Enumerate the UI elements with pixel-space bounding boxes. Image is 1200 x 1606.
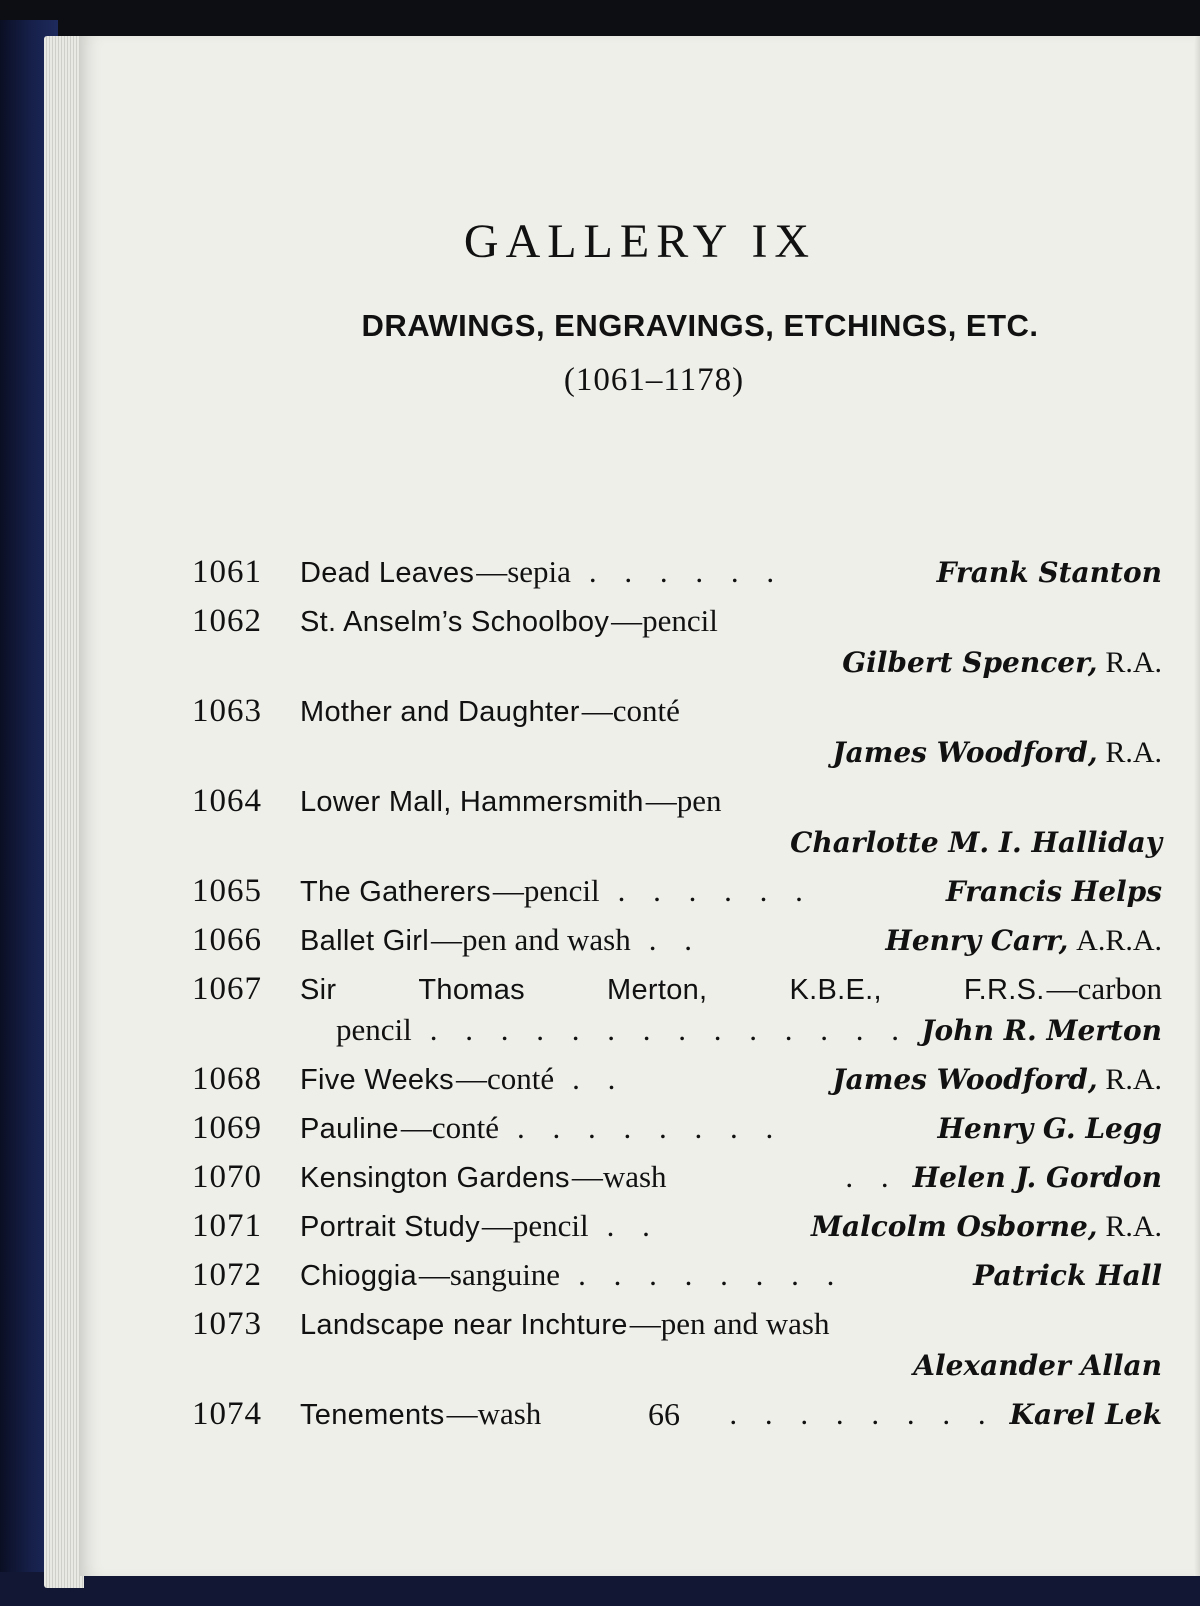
catalogue-entry [192,969,1162,1051]
artist-name: John R. Merton [921,1014,1162,1047]
entry-medium: —sanguine [418,1257,561,1292]
artist-honour: R.A. [1105,646,1162,679]
entry-title: St. Anselm’s Schoolboy [300,606,610,638]
entry-title-word: Sir [300,974,337,1006]
entry-medium: —wash [446,1396,542,1431]
artist-name: Frank Stanton [936,556,1162,589]
artist-name: Francis Helps [945,875,1162,908]
artist-name: Henry G. Legg [937,1112,1162,1145]
entry-medium-continued: pencil [336,1012,412,1047]
entry-title: Mother and Daughter [300,696,580,728]
leader-dots: . . [845,1159,899,1194]
entry-medium: —carbon [1046,971,1162,1006]
catalogue-entry [192,871,1162,912]
artist-name: Helen J. Gordon [912,1161,1162,1194]
entry-number: 1066 [192,922,262,958]
entry-title: Pauline [300,1113,399,1145]
artist-honour: R.A. [1105,1210,1162,1243]
artist-name: Charlotte M. I. Halliday [790,826,1162,859]
artist-honour: A.R.A. [1076,924,1162,957]
catalogue-entry [192,1157,1162,1198]
catalogue-entry [192,601,1162,683]
entry-number: 1063 [192,693,262,729]
catalogue-entry [192,691,1162,773]
leader-dots: . . . . . . [588,554,785,589]
catalogue-entries [192,552,1162,1443]
entry-title: Portrait Study [300,1211,480,1243]
entry-title: Dead Leaves [300,557,475,589]
entry-number: 1069 [192,1110,262,1146]
entry-medium: —wash [571,1159,667,1194]
leader-dots: . . [572,1061,626,1096]
entry-number: 1071 [192,1208,262,1244]
entry-title: Kensington Gardens [300,1162,570,1194]
entry-number: 1073 [192,1306,262,1342]
artist-name: Karel Lek [1009,1398,1162,1431]
catalogue-entry [192,1206,1162,1247]
entry-medium: —conté [581,693,680,728]
entry-number: 1072 [192,1257,262,1293]
leader-dots: . . [606,1208,660,1243]
entry-title: Five Weeks [300,1064,454,1096]
book-cover-bottom [0,1572,1200,1606]
artist-name: James Woodford, [832,1063,1098,1096]
entry-medium: —pen and wash [629,1306,830,1341]
artist-name: Gilbert Spencer, [842,646,1098,679]
catalogue-entry [192,781,1162,863]
entry-medium: —pencil [481,1208,589,1243]
entry-title: Tenements [300,1399,445,1431]
entry-title: Lower Mall, Hammersmith [300,786,644,818]
leader-dots: . . . . . . . . . . . . . . [429,1012,909,1047]
entry-medium: —sepia [476,554,571,589]
catalogue-entry [192,1059,1162,1100]
catalogue-entry [192,920,1162,961]
catalogue-entry [192,1108,1162,1149]
artist-name: Patrick Hall [973,1259,1162,1292]
leader-dots: . . . . . . . . [578,1257,845,1292]
entry-number: 1070 [192,1159,262,1195]
artist-name: Henry Carr, [885,924,1069,957]
entry-title-word: F.R.S. [963,974,1045,1006]
catalogue-entry [192,552,1162,593]
entry-number: 1065 [192,873,262,909]
leader-dots: . . . . . . . . [729,1396,996,1431]
gallery-title: GALLERY IX [463,215,817,268]
entry-number: 1061 [192,554,262,590]
catalogue-entry [192,1304,1162,1386]
page-number: 66 [648,1396,680,1432]
entry-number: 1067 [192,971,262,1007]
entry-medium: —pencil [611,603,718,638]
catalogue-entry [192,1255,1162,1296]
artist-honour: R.A. [1105,1063,1162,1096]
leader-dots: . . . . . . . . [516,1110,784,1145]
entry-number: 1068 [192,1061,262,1097]
entry-title-word: Merton, [607,974,708,1006]
catalogue-number-range: (1061–1178) [563,362,745,398]
artist-name: James Woodford, [832,736,1098,769]
entry-title-word: Thomas [418,974,525,1006]
entry-number: 1064 [192,783,262,819]
entry-medium: —conté [400,1110,499,1145]
artist-honour: R.A. [1105,736,1162,769]
entry-medium: —conté [455,1061,555,1096]
catalogue-page [80,36,1200,1576]
entry-medium: —pen and wash [431,922,631,957]
leader-dots: . . . . . . [617,873,813,908]
entry-number: 1074 [192,1396,262,1432]
entry-title-word: K.B.E., [789,974,882,1006]
entry-title: Chioggia [300,1260,417,1292]
artist-name: Malcolm Osborne, [810,1210,1098,1243]
leader-dots: . . [648,922,702,957]
entry-title: Landscape near Inchture [300,1309,628,1341]
entry-title: Ballet Girl [300,925,429,957]
section-subtitle: DRAWINGS, ENGRAVINGS, ETCHINGS, ETC. [361,308,1039,343]
entry-medium: —pen [645,783,722,818]
artist-name: Alexander Allan [913,1349,1162,1382]
page-edges [44,36,84,1588]
entry-number: 1062 [192,603,262,639]
entry-medium: —pencil [492,873,600,908]
entry-title: The Gatherers [300,876,491,908]
